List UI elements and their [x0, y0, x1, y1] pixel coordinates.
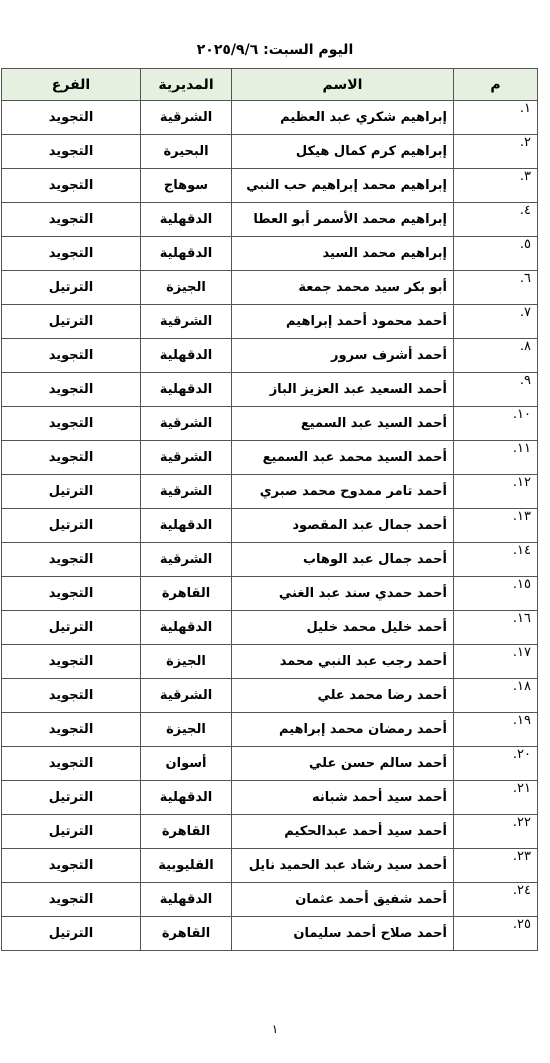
- table-row: [2, 611, 538, 645]
- row-branch: التجويد: [2, 849, 141, 883]
- row-directorate: الدقهلية: [141, 373, 232, 407]
- row-directorate: الشرقية: [141, 679, 232, 713]
- table-body: [2, 101, 538, 951]
- row-name: أحمد محمود أحمد إبراهيم: [232, 305, 454, 339]
- row-number: ٢٠.: [454, 747, 538, 781]
- table-row: [2, 509, 538, 543]
- table-row: [2, 679, 538, 713]
- table-row: [2, 135, 538, 169]
- row-name: أحمد رمضان محمد إبراهيم: [232, 713, 454, 747]
- row-branch: التجويد: [2, 169, 141, 203]
- page-number: ١: [271, 1022, 279, 1036]
- table-row: [2, 849, 538, 883]
- row-branch: التجويد: [2, 373, 141, 407]
- header-directorate: المديرية: [141, 69, 232, 101]
- row-name: إبراهيم محمد إبراهيم حب النبي: [232, 169, 454, 203]
- row-number: ٢.: [454, 135, 538, 169]
- row-branch: الترتيل: [2, 611, 141, 645]
- table-row: [2, 577, 538, 611]
- row-name: أحمد خليل محمد خليل: [232, 611, 454, 645]
- row-name: أحمد أشرف سرور: [232, 339, 454, 373]
- row-name: أبو بكر سيد محمد جمعة: [232, 271, 454, 305]
- row-directorate: الشرقية: [141, 101, 232, 135]
- row-branch: التجويد: [2, 441, 141, 475]
- row-directorate: القاهرة: [141, 815, 232, 849]
- row-directorate: الدقهلية: [141, 339, 232, 373]
- table-row: [2, 271, 538, 305]
- row-directorate: الدقهلية: [141, 883, 232, 917]
- header-number: م: [454, 69, 538, 101]
- row-directorate: أسوان: [141, 747, 232, 781]
- row-number: ٢٤.: [454, 883, 538, 917]
- row-number: ٧.: [454, 305, 538, 339]
- row-branch: التجويد: [2, 135, 141, 169]
- row-directorate: الشرقية: [141, 475, 232, 509]
- row-number: ٨.: [454, 339, 538, 373]
- table-row: [2, 305, 538, 339]
- row-directorate: الشرقية: [141, 441, 232, 475]
- row-branch: التجويد: [2, 577, 141, 611]
- row-name: أحمد رجب عبد النبي محمد: [232, 645, 454, 679]
- table-row: [2, 713, 538, 747]
- header-row: [2, 69, 538, 101]
- table-row: [2, 815, 538, 849]
- row-number: ٢٥.: [454, 917, 538, 951]
- contestants-table: [1, 68, 538, 951]
- row-branch: التجويد: [2, 543, 141, 577]
- row-name: أحمد السعيد عبد العزيز الباز: [232, 373, 454, 407]
- table-row: [2, 169, 538, 203]
- row-directorate: سوهاج: [141, 169, 232, 203]
- row-branch: التجويد: [2, 747, 141, 781]
- row-directorate: القاهرة: [141, 577, 232, 611]
- row-branch: الترتيل: [2, 781, 141, 815]
- row-directorate: القليوبية: [141, 849, 232, 883]
- row-number: ١٢.: [454, 475, 538, 509]
- row-name: إبراهيم شكري عبد العظيم: [232, 101, 454, 135]
- table-row: [2, 883, 538, 917]
- row-branch: التجويد: [2, 713, 141, 747]
- table-row: [2, 407, 538, 441]
- row-name: أحمد سيد أحمد عبدالحكيم: [232, 815, 454, 849]
- row-number: ٢١.: [454, 781, 538, 815]
- table-row: [2, 781, 538, 815]
- row-name: أحمد تامر ممدوح محمد صبري: [232, 475, 454, 509]
- row-branch: الترتيل: [2, 815, 141, 849]
- row-branch: التجويد: [2, 645, 141, 679]
- row-branch: التجويد: [2, 203, 141, 237]
- row-name: أحمد شفيق أحمد عثمان: [232, 883, 454, 917]
- row-directorate: الجيزة: [141, 271, 232, 305]
- row-branch: التجويد: [2, 101, 141, 135]
- row-branch: التجويد: [2, 883, 141, 917]
- row-number: ٢٢.: [454, 815, 538, 849]
- row-branch: الترتيل: [2, 475, 141, 509]
- row-number: ٣.: [454, 169, 538, 203]
- row-name: أحمد سيد رشاد عبد الحميد نايل: [232, 849, 454, 883]
- row-number: ١٧.: [454, 645, 538, 679]
- row-directorate: الجيزة: [141, 645, 232, 679]
- table-row: [2, 747, 538, 781]
- row-branch: الترتيل: [2, 305, 141, 339]
- row-directorate: الجيزة: [141, 713, 232, 747]
- row-directorate: البحيرة: [141, 135, 232, 169]
- table-row: [2, 645, 538, 679]
- table-row: [2, 543, 538, 577]
- row-number: ٦.: [454, 271, 538, 305]
- header-name: الاسم: [232, 69, 454, 101]
- row-directorate: القاهرة: [141, 917, 232, 951]
- table-row: [2, 917, 538, 951]
- row-number: ٤.: [454, 203, 538, 237]
- row-branch: الترتيل: [2, 509, 141, 543]
- row-branch: التجويد: [2, 339, 141, 373]
- row-number: ١٣.: [454, 509, 538, 543]
- row-number: ١٨.: [454, 679, 538, 713]
- row-name: أحمد جمال عبد المقصود: [232, 509, 454, 543]
- row-name: إبراهيم محمد السيد: [232, 237, 454, 271]
- row-number: ١٤.: [454, 543, 538, 577]
- row-number: ١.: [454, 101, 538, 135]
- row-number: ٢٣.: [454, 849, 538, 883]
- row-directorate: الدقهلية: [141, 203, 232, 237]
- row-branch: التجويد: [2, 679, 141, 713]
- row-number: ١٠.: [454, 407, 538, 441]
- row-number: ٩.: [454, 373, 538, 407]
- row-number: ١٦.: [454, 611, 538, 645]
- row-name: أحمد صلاح أحمد سليمان: [232, 917, 454, 951]
- row-name: أحمد رضا محمد علي: [232, 679, 454, 713]
- header-branch: الفرع: [2, 69, 141, 101]
- table-row: [2, 237, 538, 271]
- row-name: أحمد جمال عبد الوهاب: [232, 543, 454, 577]
- row-branch: التجويد: [2, 237, 141, 271]
- row-branch: التجويد: [2, 407, 141, 441]
- row-branch: الترتيل: [2, 917, 141, 951]
- row-name: إبراهيم كرم كمال هيكل: [232, 135, 454, 169]
- row-number: ١٥.: [454, 577, 538, 611]
- row-directorate: الدقهلية: [141, 237, 232, 271]
- row-number: ١٩.: [454, 713, 538, 747]
- row-directorate: الدقهلية: [141, 509, 232, 543]
- table-row: [2, 101, 538, 135]
- row-name: أحمد حمدي سند عبد الغني: [232, 577, 454, 611]
- table-row: [2, 339, 538, 373]
- row-directorate: الشرقية: [141, 407, 232, 441]
- table-row: [2, 373, 538, 407]
- row-name: أحمد السيد عبد السميع: [232, 407, 454, 441]
- row-number: ٥.: [454, 237, 538, 271]
- row-branch: الترتيل: [2, 271, 141, 305]
- table-row: [2, 475, 538, 509]
- row-directorate: الشرقية: [141, 543, 232, 577]
- table-header: [2, 69, 538, 101]
- row-name: أحمد السيد محمد عبد السميع: [232, 441, 454, 475]
- row-directorate: الشرقية: [141, 305, 232, 339]
- row-name: إبراهيم محمد الأسمر أبو العطا: [232, 203, 454, 237]
- row-name: أحمد سيد أحمد شبانه: [232, 781, 454, 815]
- page-title: اليوم السبت: ٢٠٢٥/٩/٦: [196, 42, 354, 58]
- row-number: ١١.: [454, 441, 538, 475]
- table-row: [2, 441, 538, 475]
- row-name: أحمد سالم حسن علي: [232, 747, 454, 781]
- table-row: [2, 203, 538, 237]
- row-directorate: الدقهلية: [141, 781, 232, 815]
- row-directorate: الدقهلية: [141, 611, 232, 645]
